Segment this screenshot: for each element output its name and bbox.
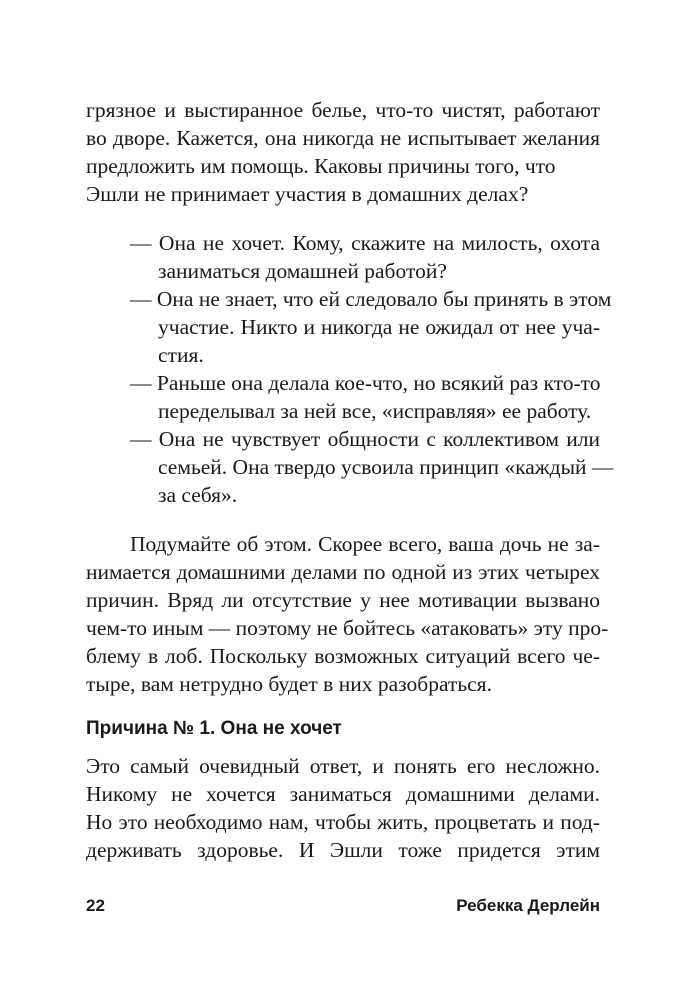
text-line: предложить им помощь. Каковы причины того, что xyxy=(86,154,556,178)
list-item-line: — Она не знает, что ей следовало бы принять в этом xyxy=(130,287,612,311)
text-line: тыре, вам нетрудно будет в них разобраться. xyxy=(86,672,492,696)
list-item-line: семьей. Она твердо усвоила принцип «каждый — xyxy=(158,455,614,479)
text-line: блему в лоб. Поскольку возможных ситуаций всего че- xyxy=(86,644,600,668)
text-line: Никому не хочется заниматься домашними делами. xyxy=(86,782,600,806)
list-item-line: участие. Никто и никогда не ожидал от нее уча- xyxy=(158,315,600,339)
running-footer-author: Ребекка Дерлейн xyxy=(456,896,600,915)
text-line: грязное и выстиранное белье, что-то чистят, работают xyxy=(86,98,600,122)
text-line: во дворе. Кажется, она никогда не испытывает желания xyxy=(86,126,600,150)
list-item-line: — Она не хочет. Кому, скажите на милость, охота xyxy=(130,231,600,255)
list-item-line: — Она не чувствует общности с коллективом или xyxy=(130,427,600,451)
list-item-line: — Раньше она делала кое-что, но всякий раз кто-то xyxy=(130,371,601,395)
text-line: Подумайте об этом. Скорее всего, ваша дочь не за- xyxy=(130,532,600,556)
page-number: 22 xyxy=(86,896,105,915)
list-item-line: стия. xyxy=(158,343,204,367)
text-line: Это самый очевидный ответ, и понять его несложно. xyxy=(86,754,600,778)
text-line: Эшли не принимает участия в домашних делах? xyxy=(86,182,529,206)
section-heading: Причина № 1. Она не хочет xyxy=(86,718,342,739)
text-line: Но это необходимо нам, чтобы жить, процветать и под- xyxy=(86,810,600,834)
list-item-line: за себя». xyxy=(158,483,238,507)
text-line: чем-то иным — поэтому не бойтесь «атаковать» эту про- xyxy=(86,616,609,640)
list-item-line: переделывал за ней все, «исправляя» ее работу. xyxy=(158,399,592,423)
list-item-line: заниматься домашней работой? xyxy=(158,259,447,283)
text-line: держивать здоровье. И Эшли тоже придется этим xyxy=(86,838,600,862)
text-line: причин. Вряд ли отсутствие у нее мотивации вызвано xyxy=(86,588,600,612)
text-line: нимается домашними делами по одной из этих четырех xyxy=(86,560,600,584)
